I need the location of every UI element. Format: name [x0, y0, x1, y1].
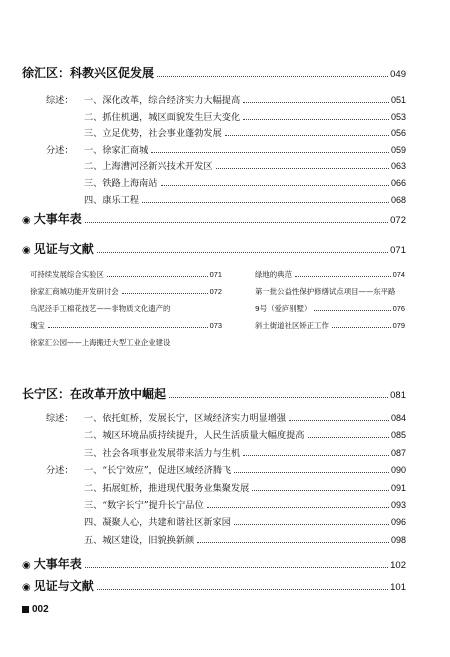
doc-label: 乌泥泾手工棉花技艺——非物质文化遗产的 [30, 304, 171, 313]
leader-dots [234, 472, 389, 473]
doc-label: 瑰宝 [30, 321, 45, 330]
page-ref: 072 [209, 287, 222, 296]
entry-prefix: 分述： [46, 144, 74, 156]
leader-dots [48, 327, 208, 328]
page-ref: 066 [390, 178, 406, 188]
entry-label: 五、城区建设，旧貌换新颜 [84, 534, 195, 546]
doc-entry[interactable] [30, 269, 222, 280]
chronicle-label: 大事年表 [33, 212, 82, 226]
entry-label: 三、铁路上海南站 [84, 178, 158, 189]
leader-dots [295, 276, 391, 277]
entry-label: 四、凝聚人心，共建和谐社区新家园 [84, 517, 231, 529]
leader-dots [225, 135, 389, 136]
toc-entry[interactable] [46, 92, 406, 106]
heading-label: 长宁区：在改革开放中崛起 [22, 387, 167, 401]
witness-label: 见证与文献 [33, 242, 94, 256]
entry-label: 三、社会各项事业发展带来活力与生机 [84, 447, 241, 459]
bullet-icon: ◉ [22, 560, 31, 571]
page-ref: 087 [390, 447, 406, 458]
doc-label: 斜土街道社区矫正工作 [255, 321, 329, 330]
leader-dots [197, 542, 389, 543]
page-ref: 071 [209, 270, 222, 279]
doc-label: 绿地的典范 [255, 270, 292, 279]
leader-dots [97, 252, 388, 253]
toc-heading-xuhui[interactable] [22, 64, 406, 81]
entry-prefix: 综述： [46, 413, 74, 424]
page-ref: 063 [390, 161, 406, 172]
page-ref: 051 [390, 95, 406, 105]
page-ref: 076 [392, 304, 405, 313]
page-ref: 093 [390, 500, 406, 510]
toc-chronicle-changning[interactable] [22, 555, 406, 572]
leader-dots [207, 507, 389, 508]
entry-prefix: 综述： [46, 95, 74, 106]
toc-witness-xuhui[interactable] [22, 240, 406, 257]
page-ref: 096 [390, 517, 406, 528]
entry-label: 二、城区环境品质持续提升，人民生活质量大幅度提高 [84, 430, 305, 442]
entry-label: 三、立足优势，社会事业蓬勃发展 [84, 128, 222, 140]
page-ref: 049 [390, 69, 406, 80]
leader-dots [161, 185, 389, 186]
leader-dots [85, 567, 388, 568]
leader-dots [169, 397, 388, 398]
leader-dots [289, 420, 389, 421]
entry-label: 二、拓展虹桥，推进现代服务业集聚发展 [84, 482, 250, 494]
doc-entry[interactable] [255, 303, 405, 314]
leader-dots [142, 202, 389, 203]
page-ref: 068 [390, 194, 406, 205]
page-ref: 098 [390, 534, 406, 545]
toc-entry[interactable] [46, 480, 406, 494]
entry-label: 一、徐家汇商城 [84, 144, 149, 156]
entry-label: 一、依托虹桥，发展长宁，区域经济实力明显增强 [84, 413, 287, 424]
doc-entry[interactable] [255, 320, 405, 331]
entry-label: 二、上海漕河泾新兴技术开发区 [84, 161, 213, 173]
page-ref: 056 [390, 128, 406, 139]
toc-heading-changning[interactable] [22, 385, 406, 402]
doc-entry[interactable] [255, 286, 405, 297]
toc-entry[interactable] [46, 410, 406, 424]
page-ref: 074 [392, 270, 405, 279]
doc-entry[interactable] [30, 320, 222, 331]
page-ref: 073 [209, 321, 222, 330]
toc-entry[interactable] [46, 192, 406, 206]
toc-entry[interactable] [46, 497, 406, 511]
page-ref: 085 [390, 430, 406, 441]
entry-label: 二、抓住机遇，城区面貌发生巨大变化 [84, 111, 241, 123]
doc-label: 9号（爱庐别墅） [255, 304, 312, 313]
leader-dots [216, 168, 389, 169]
page-number-text: 002 [32, 604, 49, 615]
page-number [22, 604, 49, 615]
doc-entry[interactable] [30, 286, 222, 297]
chronicle-label: 大事年表 [33, 557, 82, 571]
page-ref: 091 [390, 482, 406, 493]
toc-entry[interactable] [46, 125, 406, 139]
toc-entry[interactable] [46, 445, 406, 459]
witness-label: 见证与文献 [33, 579, 94, 593]
bullet-icon: ◉ [22, 245, 31, 256]
leader-dots [85, 222, 388, 223]
heading-label: 徐汇区：科教兴区促发展 [22, 66, 155, 80]
doc-label: 徐家汇商城功能开发研讨会 [30, 287, 119, 296]
square-marker-icon [22, 606, 29, 613]
doc-entry[interactable] [30, 303, 222, 314]
toc-entry[interactable] [46, 427, 406, 441]
entry-label: 一、“长宁效应”，促进区域经济腾飞 [84, 465, 232, 477]
leader-dots [314, 310, 390, 311]
doc-entry[interactable] [30, 337, 222, 348]
entry-label: 四、康乐工程 [84, 194, 140, 206]
page-ref: 059 [390, 144, 406, 155]
leader-dots [243, 455, 389, 456]
leader-dots [151, 152, 389, 153]
toc-entry[interactable] [46, 158, 406, 172]
leader-dots [234, 524, 389, 525]
bullet-icon: ◉ [22, 582, 31, 593]
page-ref: 071 [390, 245, 406, 256]
doc-entry[interactable] [255, 269, 405, 280]
toc-entry[interactable] [46, 462, 406, 476]
doc-label: 第一批公益性保护修缮试点项目——东平路 [255, 287, 396, 296]
toc-entry[interactable] [46, 514, 406, 528]
leader-dots [122, 293, 208, 294]
toc-entry[interactable] [46, 142, 406, 156]
entry-label: 一、深化改革，综合经济实力大幅提高 [84, 95, 241, 106]
doc-label: 可持续发展综合实验区 [30, 270, 104, 279]
toc-entry[interactable] [46, 532, 406, 546]
leader-dots [243, 102, 389, 103]
entry-label: 三、“数字长宁”提升长宁品位 [84, 500, 204, 511]
toc-witness-changning[interactable] [22, 577, 406, 594]
page-ref: 053 [390, 111, 406, 122]
toc-entry[interactable] [46, 175, 406, 189]
page-ref: 102 [390, 560, 406, 571]
doc-label: 徐家汇公园——上海搬迁大型工业企业建设 [30, 338, 171, 347]
leader-dots [332, 327, 391, 328]
page-ref: 090 [390, 465, 406, 476]
leader-dots [97, 589, 388, 590]
page-ref: 079 [392, 321, 405, 330]
page-ref: 084 [390, 413, 406, 423]
toc-entry[interactable] [46, 109, 406, 123]
page-ref: 101 [390, 582, 406, 593]
leader-dots [157, 76, 388, 77]
leader-dots [252, 490, 389, 491]
leader-dots [243, 119, 389, 120]
leader-dots [107, 276, 208, 277]
entry-prefix: 分述： [46, 465, 74, 477]
page-ref: 072 [390, 215, 406, 226]
toc-chronicle-xuhui[interactable] [22, 210, 406, 227]
bullet-icon: ◉ [22, 215, 31, 226]
leader-dots [308, 437, 389, 438]
page-ref: 081 [390, 390, 406, 401]
